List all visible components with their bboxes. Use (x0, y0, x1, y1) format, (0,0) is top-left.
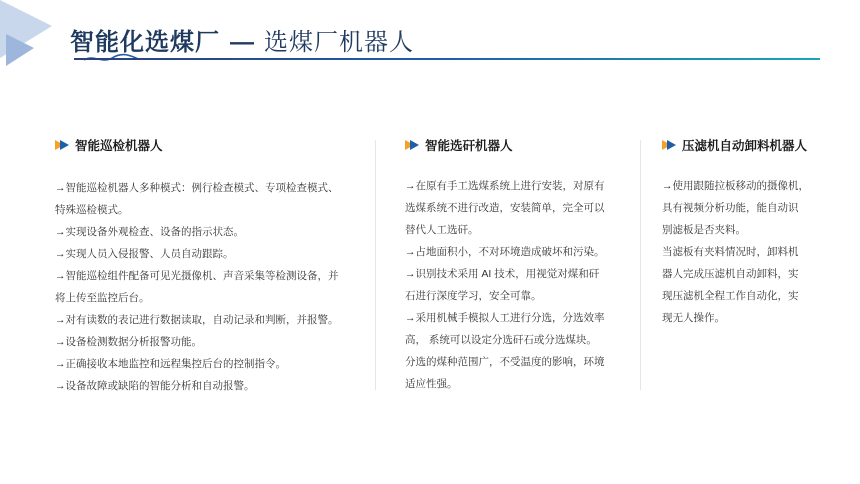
column-header (662, 135, 822, 155)
column-gangue-sorting-robot (405, 135, 635, 395)
column-title: 智能巡检机器人 (75, 139, 163, 153)
column-patrol-robot (55, 135, 350, 397)
body-line: →在原有手工选煤系统上进行安装，对原有 (405, 180, 605, 192)
arrow-bullet-icon (55, 140, 69, 150)
column-header (405, 135, 635, 155)
column-title: 智能选矸机器人 (425, 139, 513, 153)
body-line: →使用跟随拉板移动的摄像机， (662, 180, 809, 192)
column-header (55, 135, 350, 155)
body-line: →占地面积小，不对环境造成破坏和污染。 (405, 246, 605, 258)
body-line: 现无人操作。 (662, 312, 725, 324)
body-line: 高， 系统可以设定分选矸石或分选煤块。 (405, 334, 597, 346)
body-line: 适应性强。 (405, 378, 458, 390)
arrow-bullet-icon (662, 140, 676, 150)
title-underline (74, 58, 820, 60)
body-line: 别滤板是否夹料。 (662, 224, 746, 236)
corner-triangle-decoration-icon (0, 0, 60, 80)
body-line: 器人完成压滤机自动卸料，实 (662, 268, 799, 280)
title-dash: — (230, 29, 254, 56)
column-body (55, 177, 350, 397)
body-line: →识别技术采用 AI 技术，用视觉对煤和矸 (405, 268, 600, 280)
column-body (405, 175, 635, 395)
body-line: →采用机械手模拟人工进行分选，分选效率 (405, 312, 605, 324)
column-body (662, 175, 822, 329)
column-divider (375, 140, 376, 390)
body-line: 替代人工选矸。 (405, 224, 479, 236)
body-line: 具有视频分析功能，能自动识 (662, 202, 799, 214)
column-title: 压滤机自动卸料机器人 (682, 139, 808, 153)
body-line: 现压滤机全程工作自动化，实 (662, 290, 799, 302)
body-line: →智能巡检组件配备可见光摄像机、声音采集等检测设备，并 (55, 270, 339, 282)
title-sub: 选煤厂机器人 (264, 29, 414, 56)
body-line: 石进行深度学习，安全可靠。 (405, 290, 542, 302)
body-line: →智能巡检机器人多种模式：例行检查模式、专项检查模式、 (55, 182, 339, 194)
body-line: 分选的煤种范围广，不受温度的影响，环境 (405, 356, 605, 368)
body-line: →实现人员入侵报警、人员自动跟踪。 (55, 248, 234, 260)
body-line: →设备检测数据分析报警功能。 (55, 336, 202, 348)
body-line: →对有读数的表记进行数据读取，自动记录和判断，并报警。 (55, 314, 339, 326)
body-line: 特殊巡检模式。 (55, 204, 129, 216)
body-line: →正确接收本地监控和远程集控后台的控制指令。 (55, 358, 286, 370)
body-line: →实现设备外观检查、设备的指示状态。 (55, 226, 244, 238)
body-line: 将上传至监控后台。 (55, 292, 150, 304)
title-main: 智能化选煤厂 (70, 29, 220, 56)
body-line: 选煤系统不进行改造，安装简单，完全可以 (405, 202, 605, 214)
column-divider (640, 140, 641, 390)
body-line: 当滤板有夹料情况时，卸料机 (662, 246, 799, 258)
column-filter-press-robot (662, 135, 822, 329)
body-line: →设备故障或缺陷的智能分析和自动报警。 (55, 380, 255, 392)
arrow-bullet-icon (405, 140, 419, 150)
